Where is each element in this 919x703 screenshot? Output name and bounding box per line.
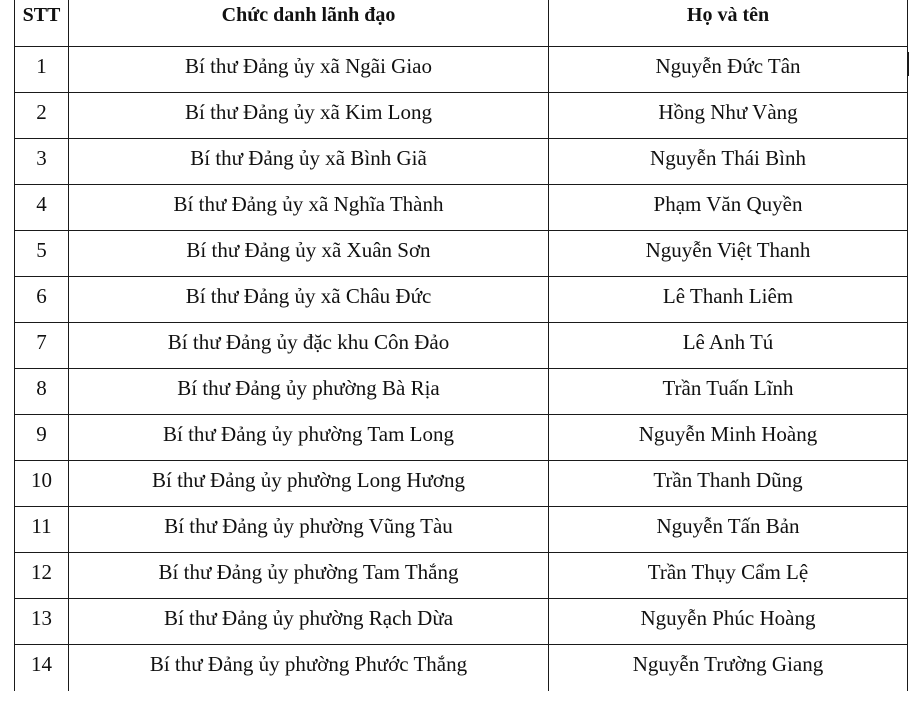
stt-cell: 3 [15, 139, 69, 185]
title-cell: Bí thư Đảng ủy xã Ngãi Giao [69, 47, 549, 93]
stt-cell: 6 [15, 277, 69, 323]
name-cell: Nguyễn Minh Hoàng [549, 415, 908, 461]
table-row [15, 645, 908, 691]
table-row [15, 185, 908, 231]
stt-cell: 14 [15, 645, 69, 691]
title-cell: Bí thư Đảng ủy xã Xuân Sơn [69, 231, 549, 277]
table-header [15, 0, 908, 47]
header-name: Họ và tên [549, 0, 908, 47]
table-row [15, 323, 908, 369]
header-title: Chức danh lãnh đạo [69, 0, 549, 47]
table-row [15, 47, 908, 93]
table-row [15, 139, 908, 185]
name-cell: Trần Thanh Dũng [549, 461, 908, 507]
table-row [15, 599, 908, 645]
title-cell: Bí thư Đảng ủy phường Tam Long [69, 415, 549, 461]
table-row [15, 369, 908, 415]
stt-cell: 5 [15, 231, 69, 277]
stt-cell: 1 [15, 47, 69, 93]
name-cell: Phạm Văn Quyền [549, 185, 908, 231]
name-cell: Lê Anh Tú [549, 323, 908, 369]
title-cell: Bí thư Đảng ủy phường Tam Thắng [69, 553, 549, 599]
name-cell: Nguyễn Thái Bình [549, 139, 908, 185]
title-cell: Bí thư Đảng ủy phường Vũng Tàu [69, 507, 549, 553]
name-cell: Hồng Như Vàng [549, 93, 908, 139]
table-row [15, 415, 908, 461]
title-cell: Bí thư Đảng ủy phường Rạch Dừa [69, 599, 549, 645]
title-cell: Bí thư Đảng ủy phường Bà Rịa [69, 369, 549, 415]
title-cell: Bí thư Đảng ủy xã Châu Đức [69, 277, 549, 323]
stt-cell: 9 [15, 415, 69, 461]
table-row [15, 231, 908, 277]
title-cell: Bí thư Đảng ủy phường Long Hương [69, 461, 549, 507]
name-cell: Lê Thanh Liêm [549, 277, 908, 323]
table-row [15, 507, 908, 553]
title-cell: Bí thư Đảng ủy xã Bình Giã [69, 139, 549, 185]
stt-cell: 13 [15, 599, 69, 645]
table-row [15, 277, 908, 323]
leaders-table [14, 0, 908, 691]
name-cell: Nguyễn Phúc Hoàng [549, 599, 908, 645]
stt-cell: 10 [15, 461, 69, 507]
header-row [15, 0, 908, 47]
name-cell: Trần Thụy Cẩm Lệ [549, 553, 908, 599]
title-cell: Bí thư Đảng ủy xã Kim Long [69, 93, 549, 139]
stt-cell: 7 [15, 323, 69, 369]
name-cell: Nguyễn Việt Thanh [549, 231, 908, 277]
table-body [15, 47, 908, 691]
name-cell: Nguyễn Đức Tân [549, 47, 908, 93]
name-cell: Nguyễn Trường Giang [549, 645, 908, 691]
stt-cell: 4 [15, 185, 69, 231]
name-cell: Nguyễn Tấn Bản [549, 507, 908, 553]
stt-cell: 12 [15, 553, 69, 599]
table-row [15, 461, 908, 507]
title-cell: Bí thư Đảng ủy phường Phước Thắng [69, 645, 549, 691]
header-stt: STT [15, 0, 69, 47]
name-cell: Trần Tuấn Lĩnh [549, 369, 908, 415]
table-row [15, 93, 908, 139]
edge-divider [908, 52, 909, 76]
title-cell: Bí thư Đảng ủy đặc khu Côn Đảo [69, 323, 549, 369]
table-row [15, 553, 908, 599]
stt-cell: 11 [15, 507, 69, 553]
stt-cell: 8 [15, 369, 69, 415]
title-cell: Bí thư Đảng ủy xã Nghĩa Thành [69, 185, 549, 231]
stt-cell: 2 [15, 93, 69, 139]
